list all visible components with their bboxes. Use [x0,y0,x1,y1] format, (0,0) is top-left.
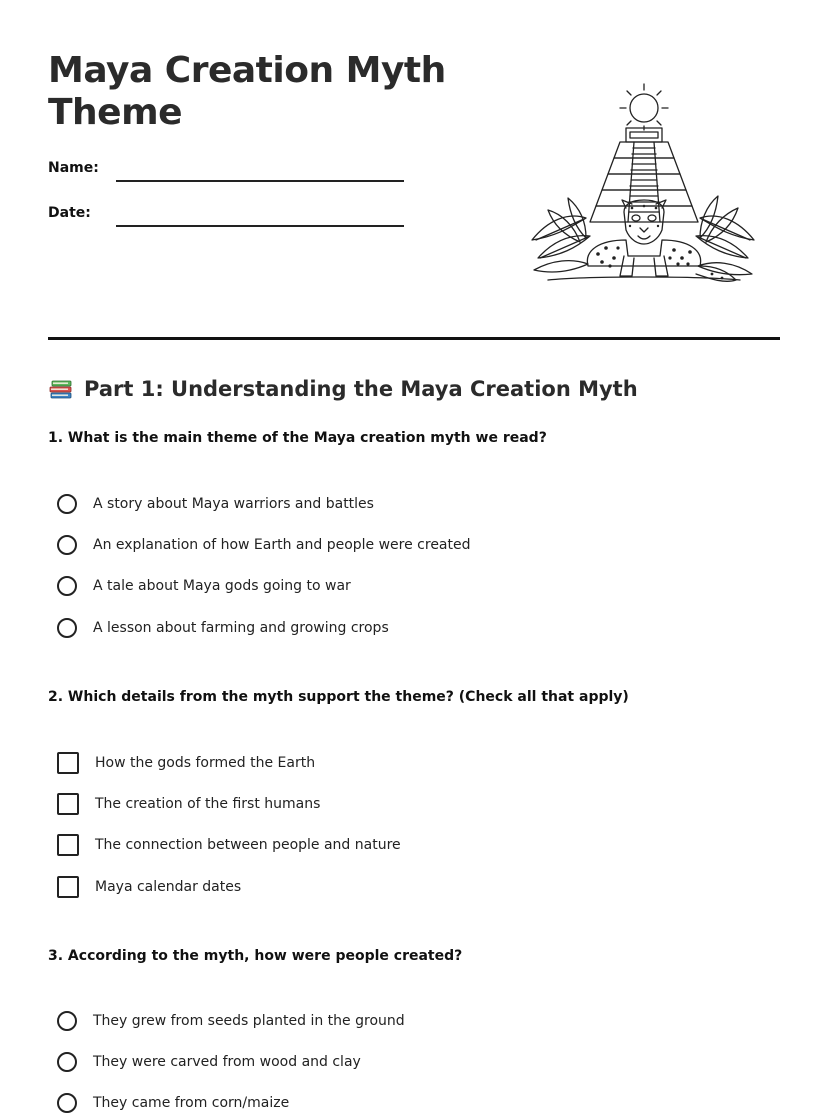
option-label: They were carved from wood and clay [93,1054,361,1070]
question-2: 2. Which details from the myth support the theme? (Check all that apply) [48,689,629,705]
option-label: A lesson about farming and growing crops [93,620,389,636]
radio-button[interactable] [57,1011,77,1031]
checkbox[interactable] [57,793,79,815]
section-divider [48,337,780,340]
date-label: Date: [48,205,91,221]
q3-option-3[interactable] [57,1091,289,1115]
q2-option-1[interactable] [57,751,315,775]
checkbox[interactable] [57,834,79,856]
option-label: A story about Maya warriors and battles [93,496,374,512]
option-label: An explanation of how Earth and people were created [93,537,471,553]
q3-option-1[interactable] [57,1009,405,1033]
option-label: Maya calendar dates [95,879,242,895]
name-label: Name: [48,160,99,176]
question-1: 1. What is the main theme of the Maya creation myth we read? [48,430,547,446]
q1-option-1[interactable] [57,492,374,516]
q1-option-2[interactable] [57,533,471,557]
option-label: The connection between people and nature [95,837,401,853]
option-label: How the gods formed the Earth [95,755,316,771]
q2-option-3[interactable] [57,833,401,857]
name-field[interactable] [116,180,404,182]
q2-option-4[interactable] [57,875,241,899]
option-label: They grew from seeds planted in the ground [93,1013,405,1029]
q1-option-4[interactable] [57,616,389,640]
radio-button[interactable] [57,576,77,596]
radio-button[interactable] [57,494,77,514]
checkbox[interactable] [57,876,79,898]
q2-option-2[interactable] [57,792,320,816]
radio-button[interactable] [57,1093,77,1113]
question-3: 3. According to the myth, how were people created? [48,948,463,964]
page-title: Maya Creation Myth Theme [48,50,446,133]
radio-button[interactable] [57,618,77,638]
part1-heading-text: Part 1: Understanding the Maya Creation Myth [84,377,638,401]
q3-option-2[interactable] [57,1050,361,1074]
option-label: A tale about Maya gods going to war [93,578,351,594]
checkbox[interactable] [57,752,79,774]
date-field[interactable] [116,225,404,227]
part1-heading [48,374,638,404]
radio-button[interactable] [57,535,77,555]
option-label: The creation of the first humans [95,796,321,812]
radio-button[interactable] [57,1052,77,1072]
q1-option-3[interactable] [57,574,351,598]
books-icon [48,376,74,402]
maya-pyramid-jaguar-illustration [528,80,758,292]
option-label: They came from corn/maize [93,1095,290,1111]
